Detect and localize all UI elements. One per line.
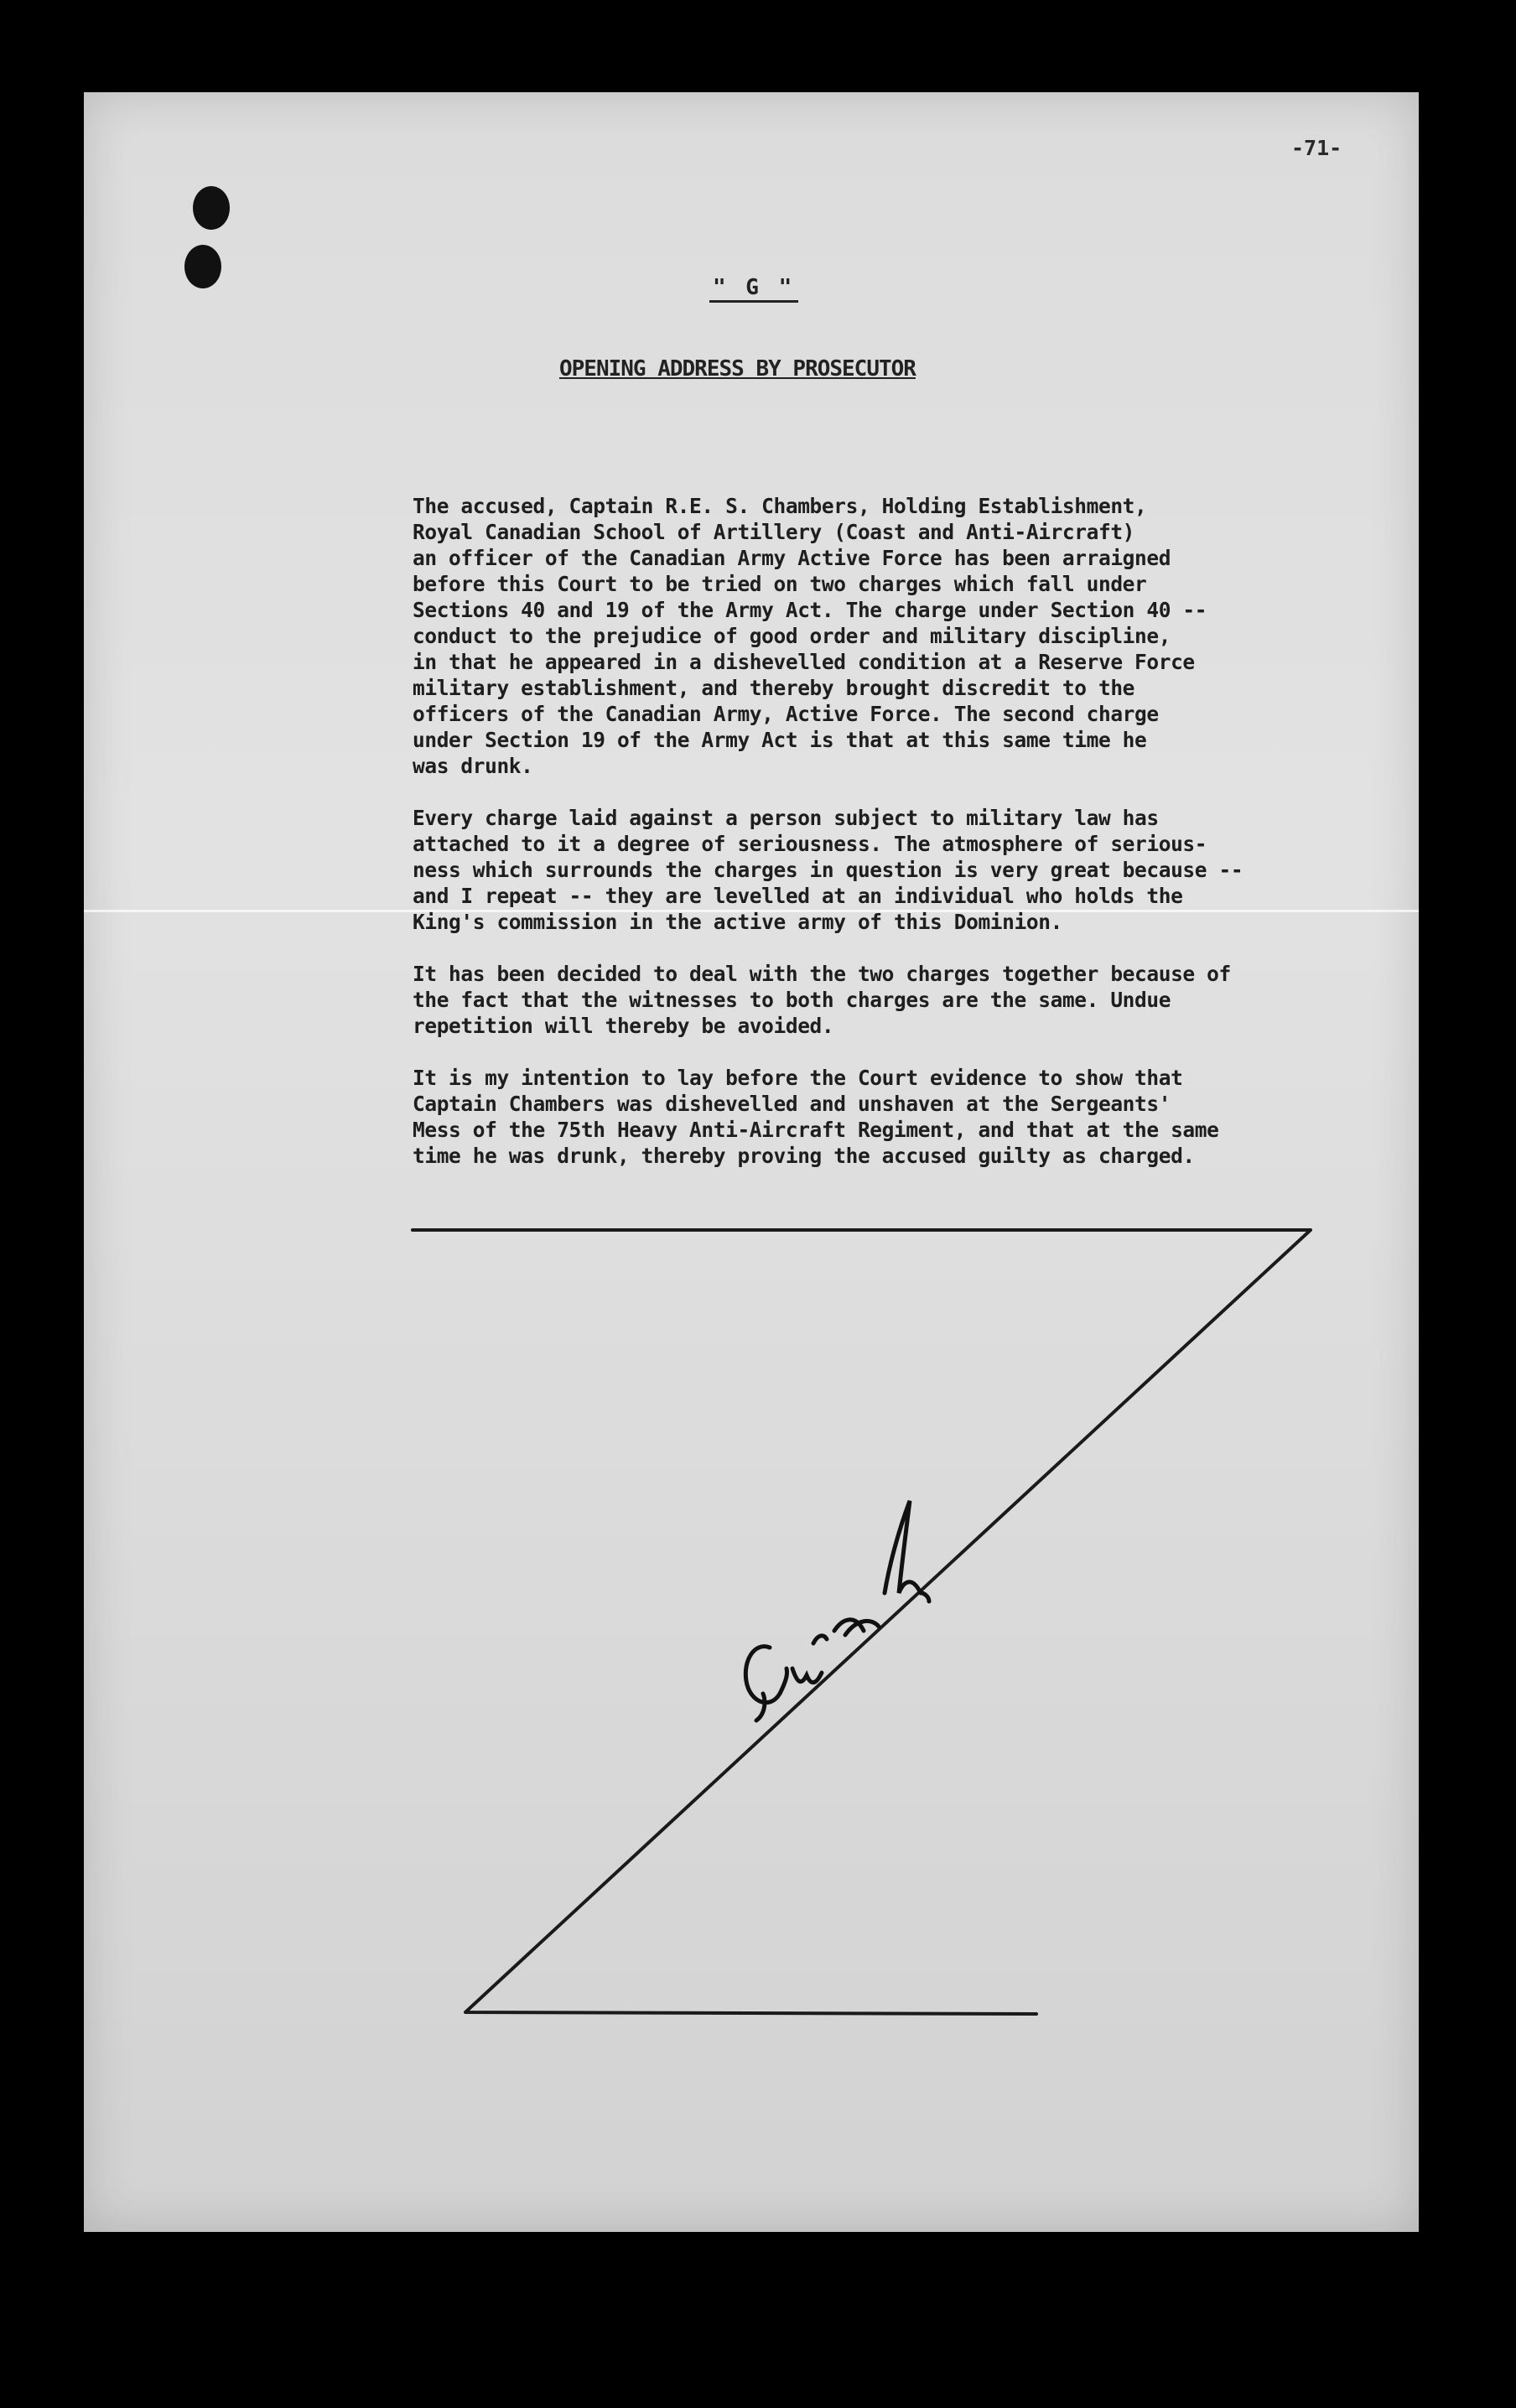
paragraph-2 xyxy=(413,805,1352,935)
text-line: Mess of the 75th Heavy Anti-Aircraft Regiment, and that at the same xyxy=(413,1118,1219,1142)
text-line: It is my intention to lay before the Court evidence to show that xyxy=(413,1066,1183,1090)
text-line: the fact that the witnesses to both charges are the same. Undue xyxy=(413,988,1171,1012)
exhibit-mark: " G " xyxy=(709,275,798,303)
text-line: Every charge laid against a person subject to military law has xyxy=(413,806,1159,830)
text-line: under Section 19 of the Army Act is that at this same time he xyxy=(413,728,1147,752)
text-line: military establishment, and thereby brought discredit to the xyxy=(413,676,1135,700)
punch-hole-bottom xyxy=(184,245,221,288)
text-line: Sections 40 and 19 of the Army Act. The charge under Section 40 -- xyxy=(413,598,1207,622)
document-body xyxy=(413,493,1352,1195)
text-line: ness which surrounds the charges in question is very great because -- xyxy=(413,858,1243,882)
punch-hole-top xyxy=(193,186,230,230)
text-line: in that he appeared in a dishevelled condition at a Reserve Force xyxy=(413,650,1195,674)
text-line: time he was drunk, thereby proving the accused guilty as charged. xyxy=(413,1144,1195,1168)
paragraph-4 xyxy=(413,1065,1352,1169)
page-number: -71- xyxy=(1291,136,1342,160)
text-line: Royal Canadian School of Artillery (Coast and Anti-Aircraft) xyxy=(413,520,1135,544)
text-line: Captain Chambers was dishevelled and unshaven at the Sergeants' xyxy=(413,1092,1171,1116)
paragraph-3 xyxy=(413,961,1352,1039)
text-line: attached to it a degree of seriousness. The atmosphere of serious- xyxy=(413,832,1207,856)
text-line: an officer of the Canadian Army Active Force has been arraigned xyxy=(413,546,1171,570)
text-line: officers of the Canadian Army, Active Force. The second charge xyxy=(413,702,1159,726)
text-line: was drunk. xyxy=(413,754,533,778)
text-line: conduct to the prejudice of good order and military discipline, xyxy=(413,624,1171,648)
text-line: It has been decided to deal with the two charges together because of xyxy=(413,962,1231,986)
text-line: repetition will thereby be avoided. xyxy=(413,1014,834,1038)
text-line: The accused, Captain R.E. S. Chambers, Holding Establishment, xyxy=(413,494,1147,518)
text-line: and I repeat -- they are levelled at an individual who holds the xyxy=(413,884,1183,908)
text-line: King's commission in the active army of this Dominion. xyxy=(413,910,1062,934)
paragraph-1 xyxy=(413,493,1352,779)
document-title: OPENING ADDRESS BY PROSECUTOR xyxy=(559,356,916,381)
text-line: before this Court to be tried on two charges which fall under xyxy=(413,572,1147,596)
